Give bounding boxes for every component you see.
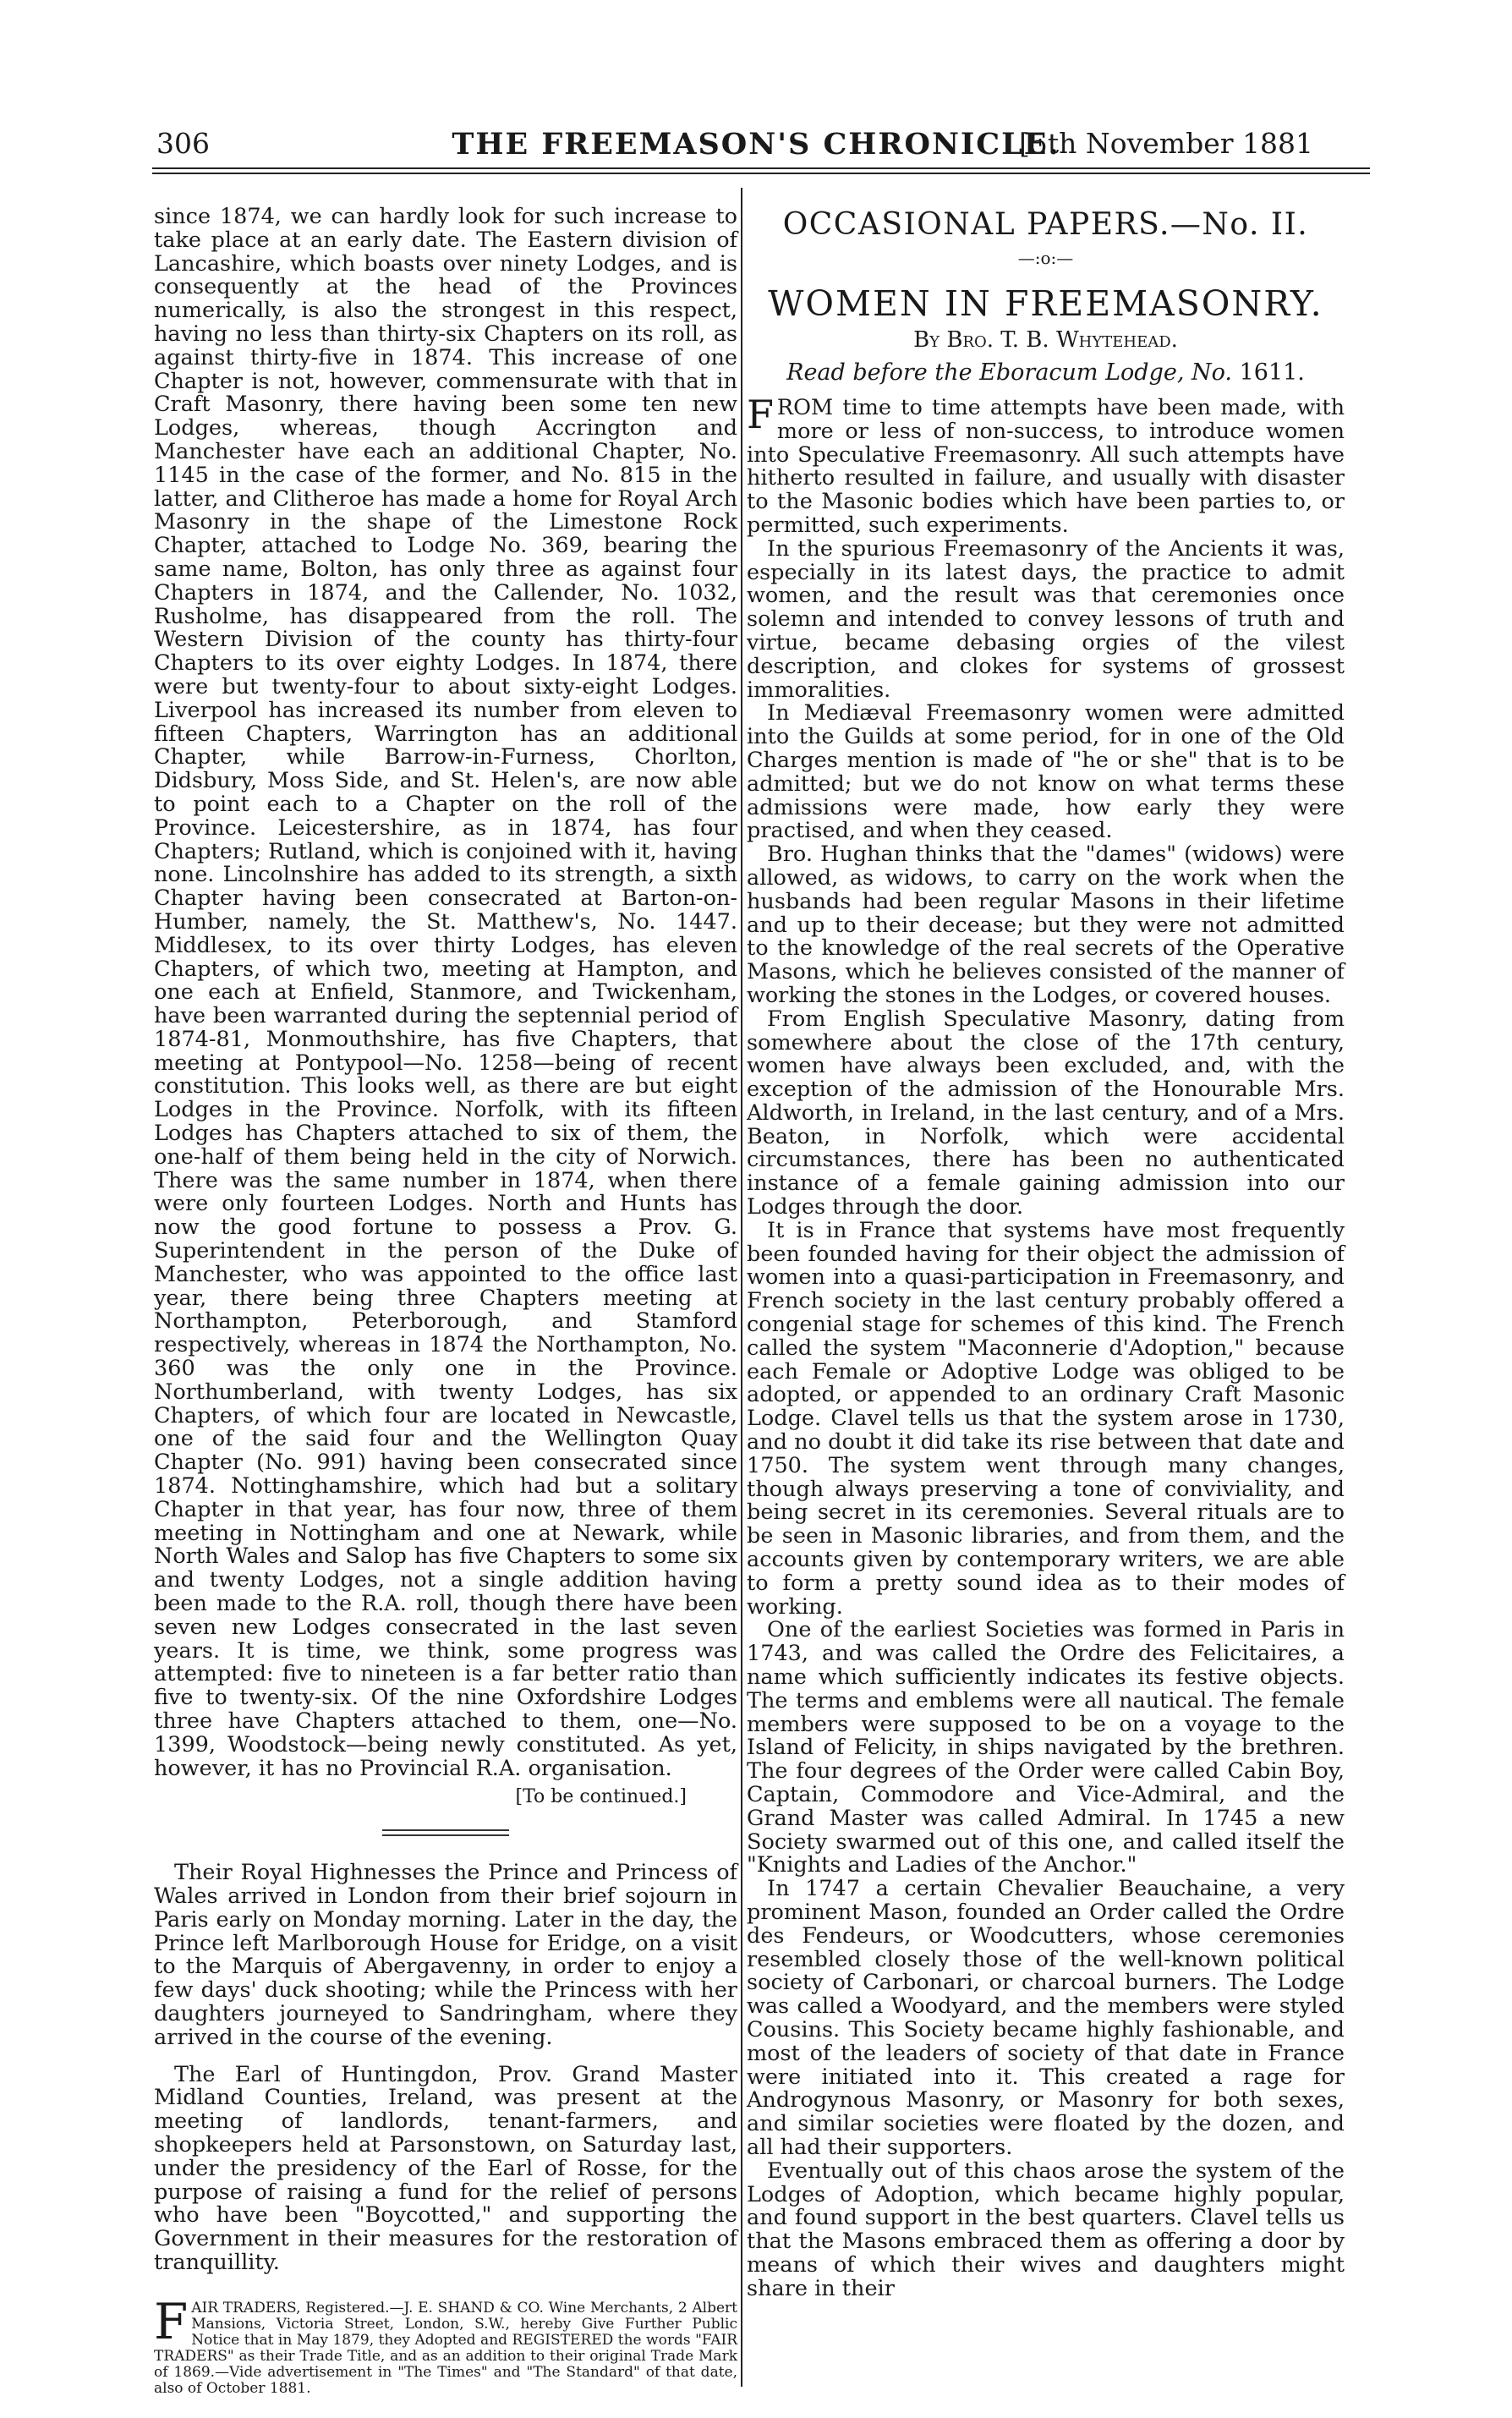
article-paragraph: From English Speculative Masonry, dating from somewhere about the close of the 17th century, women have always been excluded, and, with the exception of the admission of the Honourable Mrs. Aldworth, in Ireland, in the last century, and of a Mrs. Beaton, in Norfolk, which were accidental circumstances, there has been no authenticated instance of a female gaining admission into our Lodges through the door. bbox=[747, 1006, 1345, 1220]
article-title: WOMEN IN FREEMASONRY. bbox=[768, 282, 1323, 324]
advert-drop-cap: F bbox=[154, 2292, 189, 2350]
separator-rule-lower bbox=[382, 1834, 509, 1836]
to-be-continued: [To be continued.] bbox=[515, 1786, 687, 1808]
article-paragraph: In 1747 a certain Chevalier Beauchaine, a very prominent Mason, founded an Order called the Ordre des Fendeurs, or Woodcutters, whose ceremonies resembled closely those of the well-known political society of Carbonari, or charcoal burners. The Lodge was called a Woodyard, and the members were styled Cousins. This Society became highly fashionable, and most of the leaders of society of that date in France were initiated into it. This created a rage for Androgynous Masonry, or Masonry for both sexes, and similar societies were floated by the dozen, and all had their supporters. bbox=[747, 1876, 1345, 2160]
drop-cap: F bbox=[747, 391, 774, 437]
article-paragraph: It is in France that systems have most frequently been founded having for their object the admission of women into a quasi-participation in Freemasonry, and French society in the last century probably offered a congenial stage for schemes of this kind. The French called the system "Maconnerie d'Adoption," because each Female or Adoptive Lodge was obliged to be adopted, or appended to an ordinary Craft Masonic Lodge. Clavel tells us that the system arose in 1730, and no doubt it did take its rise between that date and 1750. The system went through many changes, though always preserving a tone of conviviality, and being secret in its ceremonies. Several rituals are to be seen in Masonic libraries, and from them, and the accounts given by contemporary writers, we are able to form a pretty sound idea as to their modes of working. bbox=[747, 1217, 1345, 1620]
article-paragraph: In Mediæval Freemasonry women were admitted into the Guilds at some period, for in one of the Old Charges mention is made of "he or she" that is to be admitted; but we do not know on what terms these admissions were made, how early they were practised, and when they ceased. bbox=[747, 700, 1345, 844]
page-header bbox=[0, 0, 1512, 162]
lodge-number: 1611. bbox=[1239, 359, 1305, 387]
page-number: 306 bbox=[156, 127, 210, 160]
issue-date: [5th November 1881 bbox=[1019, 127, 1313, 160]
article-paragraph: Eventually out of this chaos arose the system of the Lodges of Adoption, which became highly popular, and found support in the best quarters. Clavel tells us that the Masons embraced them as offering a door by means of which their wives and daughters might share in their bbox=[747, 2158, 1345, 2301]
left-column bbox=[154, 206, 737, 2397]
column-divider bbox=[741, 188, 742, 2387]
byline: By Bro. T. B. Whytehead. bbox=[913, 327, 1178, 354]
article-opening-paragraph bbox=[747, 391, 1345, 538]
chapter-report-paragraph: since 1874, we can hardly look for such increase to take place at an early date. The Eastern division of Lancashire, which boasts over ninety Lodges, and is consequently at the head of the Provinces numerically, is also the strongest in this respect, having no less than thirty-six Chapters on its roll, as against thirty-five in 1874. This increase of one Chapter is not, however, commensurate with that in Craft Masonry, there having been some ten new Lodges, whereas, though Accrington and Manchester have each an additional Chapter, No. 1145 in the case of the former, and No. 815 in the latter, and Clitheroe has made a home for Royal Arch Masonry in the shape of the Limestone Rock Chapter, attached to Lodge No. 369, bearing the same name, Bolton, has only three as against four Chapters in 1874, and the Callender, No. 1032, Rusholme, has disappeared from the roll. The Western Division of the county has thirty-four Chapters to its over eighty Lodges. In 1874, there were but twenty-four to about sixty-eight Lodges. Liverpool has increased its number from eleven to fifteen Chapters, Warrington has an additional Chapter, while Barrow-in-Furness, Chorlton, Didsbury, Moss Side, and St. Helen's, are now able to point each to a Chapter on the roll of the Province. Leicestershire, as in 1874, has four Chapters; Rutland, which is conjoined with it, having none. Lincolnshire has added to its strength, a sixth Chapter having been consecrated at Barton-on-Humber, namely, the St. Matthew's, No. 1447. Middlesex, to its over thirty Lodges, has eleven Chapters, of which two, meeting at Hampton, and one each at Enfield, Stanmore, and Twickenham, have been warranted during the septennial period of 1874-81, Monmouthshire, has five Chapters, that meeting at Pontypool—No. 1258—being of recent constitution. This looks well, as there are but eight Lodges in the Province. Norfolk, with its fifteen Lodges has Chapters attached to six of them, the one-half of them being held in the city of Norwich. There was the same number in 1874, when there were only fourteen Lodges. North and Hunts has now the good fortune to possess a Prov. G. Superintendent in the person of the Duke of Manchester, who was appointed to the office last year, there being three Chapters meeting at Northampton, Peterborough, and Stamford respectively, whereas in 1874 the Northampton, No. 360 was the only one in the Province. Northumberland, with twenty Lodges, has six Chapters, of which four are located in Newcastle, one of the said four and the Wellington Quay Chapter (No. 991) having been consecrated since 1874. Nottinghamshire, which had but a solitary Chapter in that year, has four now, three of them meeting in Nottingham and one at Newark, while North Wales and Salop has five Chapters to some six and twenty Lodges, not a single addition having been made to the R.A. roll, though there have been seven new Lodges consecrated in the last seven years. It is time, we think, some progress was attempted: five to nineteen is a far better ratio than five to twenty-six. Of the nine Oxfordshire Lodges three have Chapters attached to them, one—No. 1399, Woodstock—being newly constituted. As yet, however, it has no Provincial R.A. organisation. bbox=[154, 204, 737, 1781]
fair-traders-advert bbox=[154, 2292, 737, 2397]
right-column bbox=[747, 201, 1345, 2301]
article-paragraph: One of the earliest Societies was formed in Paris in 1743, and was called the Ordre des Felicitaires, a name which sufficiently indicates its festive objects. The terms and emblems were all nautical. The female members were supposed to be on a voyage to the Island of Felicity, in ships navigated by the brethren. The four degrees of the Order were called Cabin Boy, Captain, Commodore and Vice-Admiral, and the Grand Master was called Admiral. In 1745 a new Society swarmed out of this one, and called itself the "Knights and Ladies of the Anchor." bbox=[747, 1617, 1345, 1878]
article-paragraph: Bro. Hughan thinks that the "dames" (widows) were allowed, as widows, to carry on the work when the husbands had been regular Masons in their lifetime and up to their decease; but they were not admitted to the knowledge of the real secrets of the Operative Masons, which he believes consisted of the manner of working the stones in the Lodges, or covered houses. bbox=[747, 842, 1345, 1008]
advert-text: AIR TRADERS, Registered.—J. E. SHAND & CO. Wine Merchants, 2 Albert Mansions, Victoria Street, London, S.W., hereby Give Further Public Notice that in May 1879, they Adopted and REGISTERED the words "FAIR TRADERS" as their Trade Title, and as an addition to their original Trade Mark of 1869.—Vide advertisement in "The Times" and "The Standard" of that date, also of October 1881. bbox=[154, 2299, 737, 2397]
separator-rule bbox=[382, 1829, 509, 1831]
earl-huntingdon-paragraph: The Earl of Huntingdon, Prov. Grand Master Midland Counties, Ireland, was present at the meeting of landlords, tenant-farmers, and shopkeepers held at Parsonstown, on Saturday last, under the presidency of the Earl of Rosse, for the purpose of raising a fund for the relief of persons who have been "Boycotted," and supporting the Government in their measures for the restoration of tranquillity. bbox=[154, 2061, 737, 2275]
read-before-text: Read before the Eboracum Lodge, No. bbox=[786, 359, 1232, 387]
title-ornament: —:o:— bbox=[1017, 247, 1074, 268]
read-before-line bbox=[747, 361, 1345, 385]
header-rule bbox=[152, 167, 1370, 169]
series-title: OCCASIONAL PAPERS.—No. II. bbox=[782, 207, 1309, 242]
header-rule-thin bbox=[152, 173, 1370, 174]
article-paragraph: In the spurious Freemasonry of the Ancients it was, especially in its latest days, the practice to admit women, and the result was that ceremonies once solemn and intended to convey lessons of truth and virtue, became debasing orgies of the vilest description, and clokes for systems of grossest immoralities. bbox=[747, 535, 1345, 703]
royal-highnesses-paragraph: Their Royal Highnesses the Prince and Princess of Wales arrived in London from their brief sojourn in Paris early on Monday morning. Later in the day, the Prince left Marlborough House for Eridge, on a visit to the Marquis of Abergavenny, in order to enjoy a few days' duck shooting; while the Princess with her daughters journeyed to Sandringham, where they arrived in the course of the evening. bbox=[154, 1860, 737, 2050]
masthead: THE FREEMASON'S CHRONICLE. bbox=[452, 127, 1060, 162]
opening-text: ROM time to time attempts have been made, with more or less of non-success, to introduce women into Speculative Freemasonry. All such attempts have hitherto resulted in failure, and usually with disaster to the Masonic bodies which have been parties to, or permitted, such experiments. bbox=[747, 394, 1345, 538]
